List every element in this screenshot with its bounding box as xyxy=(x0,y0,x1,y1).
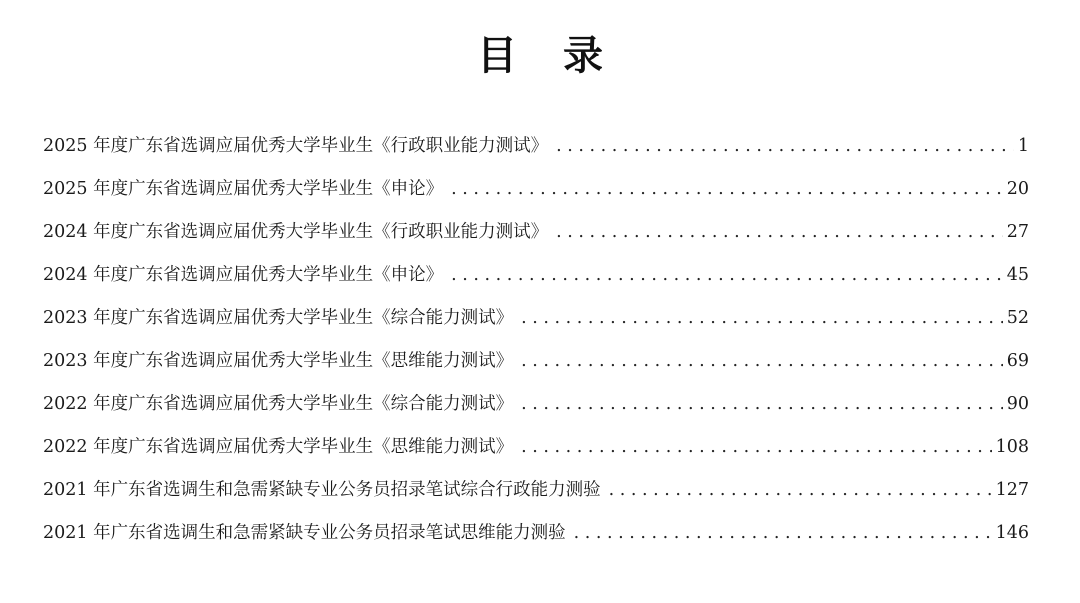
page-title: 目 录 xyxy=(477,33,619,79)
toc-entry-title: 2023 年度广东省选调应届优秀大学毕业生《思维能力测试》 xyxy=(43,351,514,371)
toc-entry[interactable] xyxy=(43,429,1029,472)
toc-entry[interactable] xyxy=(43,171,1029,214)
toc-page-number: 69 xyxy=(1006,351,1029,371)
toc-page-number: 1 xyxy=(1017,136,1029,156)
toc-entry-title: 2024 年度广东省选调应届优秀大学毕业生《行政职业能力测试》 xyxy=(43,222,549,242)
toc-dot-leader xyxy=(521,300,1003,336)
toc-entry[interactable] xyxy=(43,257,1029,300)
toc-page-number: 127 xyxy=(995,480,1029,500)
toc-entry-title: 2022 年度广东省选调应届优秀大学毕业生《综合能力测试》 xyxy=(43,394,514,414)
toc-dot-leader xyxy=(556,214,1003,250)
toc-page-number: 90 xyxy=(1006,394,1029,414)
toc-page-number: 45 xyxy=(1006,265,1029,285)
toc-entry[interactable] xyxy=(43,386,1029,429)
toc-page-number: 108 xyxy=(995,437,1029,457)
toc-entry-title: 2024 年度广东省选调应届优秀大学毕业生《申论》 xyxy=(43,265,444,285)
toc-page-number: 52 xyxy=(1006,308,1029,328)
toc-dot-leader xyxy=(521,386,1003,422)
toc-entry-title: 2025 年度广东省选调应届优秀大学毕业生《行政职业能力测试》 xyxy=(43,136,549,156)
toc-page-number: 20 xyxy=(1006,179,1029,199)
toc-entry-title: 2025 年度广东省选调应届优秀大学毕业生《申论》 xyxy=(43,179,444,199)
toc-dot-leader xyxy=(609,472,992,508)
toc-entry[interactable] xyxy=(43,343,1029,386)
toc-entry[interactable] xyxy=(43,515,1029,558)
toc-entry-title: 2023 年度广东省选调应届优秀大学毕业生《综合能力测试》 xyxy=(43,308,514,328)
toc-entry-title: 2021 年广东省选调生和急需紧缺专业公务员招录笔试思维能力测验 xyxy=(43,523,566,543)
toc-dot-leader xyxy=(521,429,991,465)
toc-dot-leader xyxy=(574,515,992,551)
toc-entry-title: 2021 年广东省选调生和急需紧缺专业公务员招录笔试综合行政能力测验 xyxy=(43,480,601,500)
toc-dot-leader xyxy=(451,171,1003,207)
toc-page-number: 146 xyxy=(995,523,1029,543)
toc-entry[interactable] xyxy=(43,472,1029,515)
toc-entry-title: 2022 年度广东省选调应届优秀大学毕业生《思维能力测试》 xyxy=(43,437,514,457)
toc-dot-leader xyxy=(521,343,1003,379)
toc-entry[interactable] xyxy=(43,214,1029,257)
toc-dot-leader xyxy=(556,128,1014,164)
toc-entry[interactable] xyxy=(43,300,1029,343)
toc-dot-leader xyxy=(451,257,1003,293)
toc-page-number: 27 xyxy=(1006,222,1029,242)
toc-entry[interactable] xyxy=(43,128,1029,171)
table-of-contents xyxy=(43,128,1029,558)
